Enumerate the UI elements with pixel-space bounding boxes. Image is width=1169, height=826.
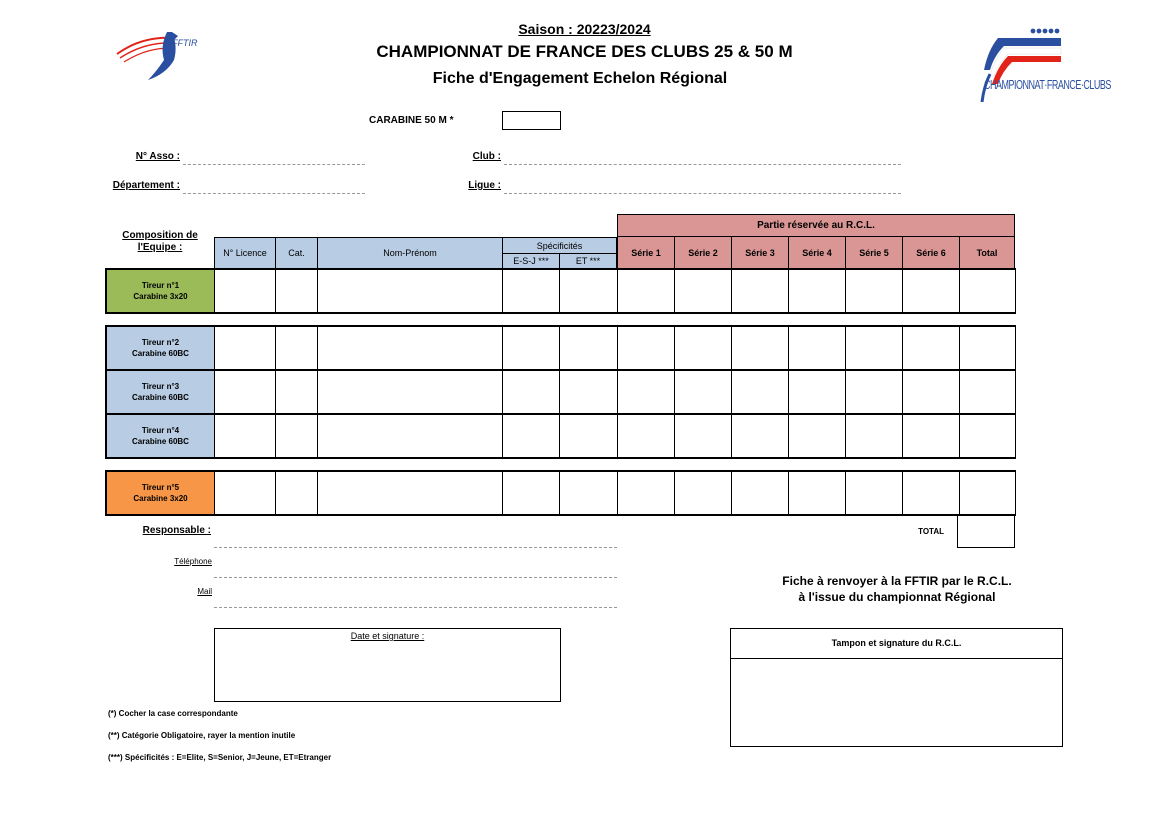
cell-cat[interactable] (275, 471, 318, 515)
tireur-label (106, 471, 215, 515)
cell-serie-5[interactable] (845, 414, 903, 458)
ligue-field[interactable] (504, 193, 901, 194)
tireur-number: Tireur n°2 (141, 338, 180, 347)
notice-line-1: Fiche à renvoyer à la FFTIR par le R.C.L. (782, 574, 1012, 588)
cell-spec-esj[interactable] (502, 471, 560, 515)
cell-serie-1[interactable] (617, 370, 675, 414)
cell-serie-3[interactable] (731, 471, 789, 515)
col-licence: N° Licence (214, 237, 276, 269)
cell-spec-et[interactable] (559, 326, 618, 370)
cell-serie-3[interactable] (731, 269, 789, 313)
footnote-1: (*) Cocher la case correspondante (108, 709, 238, 718)
cell-nom[interactable] (317, 326, 503, 370)
cell-serie-5[interactable] (845, 471, 903, 515)
notice-line-2: à l'issue du championnat Régional (798, 590, 996, 604)
cell-serie-1[interactable] (617, 414, 675, 458)
cell-serie-6[interactable] (902, 326, 960, 370)
col-serie-3: Série 3 (731, 236, 789, 269)
cell-nom[interactable] (317, 269, 503, 313)
cell-licence[interactable] (214, 414, 276, 458)
footnote-3: (***) Spécificités : E=Elite, S=Senior, J=Jeune, ET=Etranger (108, 753, 332, 762)
col-spec-esj: E-S-J *** (502, 253, 560, 269)
tireur-discipline: Carabine 60BC (132, 349, 189, 358)
cell-serie-6[interactable] (902, 471, 960, 515)
cell-spec-esj[interactable] (502, 269, 560, 313)
cell-serie-4[interactable] (788, 326, 846, 370)
composition-label: Composition de l'Equipe : (122, 230, 198, 253)
col-serie-5: Série 5 (845, 236, 903, 269)
cell-serie-2[interactable] (674, 269, 732, 313)
cell-cat[interactable] (275, 269, 318, 313)
responsable-field[interactable] (214, 547, 617, 548)
cell-serie-3[interactable] (731, 326, 789, 370)
tireur-label (106, 414, 215, 458)
ligue-label: Ligue : (468, 180, 501, 191)
tampon-label: Tampon et signature du R.C.L. (731, 629, 1062, 659)
cell-serie-2[interactable] (674, 370, 732, 414)
discipline-label: CARABINE 50 M * (369, 115, 454, 126)
cell-licence[interactable] (214, 326, 276, 370)
club-label: Club : (472, 151, 501, 162)
telephone-field[interactable] (214, 577, 617, 578)
cell-serie-5[interactable] (845, 370, 903, 414)
tireur-label (106, 269, 215, 313)
tireur-discipline: Carabine 60BC (132, 393, 189, 402)
tireur-number: Tireur n°1 (141, 281, 180, 290)
date-signature-box[interactable] (214, 628, 561, 702)
telephone-label: Téléphone (174, 557, 212, 566)
col-nom: Nom-Prénom (317, 237, 503, 269)
cell-serie-5[interactable] (845, 326, 903, 370)
cell-cat[interactable] (275, 326, 318, 370)
col-total: Total (959, 236, 1015, 269)
cell-licence[interactable] (214, 370, 276, 414)
departement-field[interactable] (183, 193, 365, 194)
cell-total[interactable] (959, 326, 1016, 370)
tireur-label (106, 326, 215, 370)
cell-serie-6[interactable] (902, 414, 960, 458)
col-spec: Spécificités (502, 237, 617, 254)
tireur-discipline: Carabine 60BC (132, 437, 189, 446)
asso-field[interactable] (183, 164, 365, 165)
discipline-checkbox[interactable] (502, 111, 561, 130)
championnat-logo-icon (978, 26, 1111, 104)
cell-nom[interactable] (317, 414, 503, 458)
cell-serie-2[interactable] (674, 326, 732, 370)
saison: Saison : 20223/2024 (518, 21, 651, 37)
tireur-number: Tireur n°3 (141, 382, 180, 391)
tireur-discipline: Carabine 3x20 (133, 292, 188, 301)
championnat-logo-text: CHAMPIONNAT·FRANCE·CLUBS (984, 78, 1111, 92)
cell-spec-et[interactable] (559, 370, 618, 414)
cell-total[interactable] (959, 269, 1016, 313)
tireur-number: Tireur n°4 (141, 426, 180, 435)
asso-label: N° Asso : (135, 151, 180, 162)
cell-serie-5[interactable] (845, 269, 903, 313)
cell-serie-3[interactable] (731, 414, 789, 458)
cell-serie-1[interactable] (617, 269, 675, 313)
cell-serie-1[interactable] (617, 471, 675, 515)
col-serie-4: Série 4 (788, 236, 846, 269)
cell-total[interactable] (959, 414, 1016, 458)
fftir-logo-text: FFTIR (172, 38, 198, 48)
page-title: CHAMPIONNAT DE FRANCE DES CLUBS 25 & 50 M (376, 42, 793, 61)
col-serie-1: Série 1 (617, 236, 675, 269)
col-cat: Cat. (275, 237, 318, 269)
cell-serie-2[interactable] (674, 471, 732, 515)
club-field[interactable] (504, 164, 901, 165)
mail-label: Mail (197, 587, 212, 596)
col-serie-6: Série 6 (902, 236, 960, 269)
championnat-logo (978, 26, 1111, 104)
responsable-label: Responsable : (142, 525, 211, 536)
cell-serie-4[interactable] (788, 269, 846, 313)
cell-spec-et[interactable] (559, 471, 618, 515)
cell-spec-esj[interactable] (502, 370, 560, 414)
cell-nom[interactable] (317, 370, 503, 414)
footnote-2: (**) Catégorie Obligatoire, rayer la mention inutile (108, 731, 296, 740)
notice (742, 573, 1052, 605)
table-row (106, 471, 1015, 515)
cell-cat[interactable] (275, 370, 318, 414)
cell-cat[interactable] (275, 414, 318, 458)
cell-serie-3[interactable] (731, 370, 789, 414)
cell-spec-esj[interactable] (502, 326, 560, 370)
cell-spec-esj[interactable] (502, 414, 560, 458)
cell-licence[interactable] (214, 269, 276, 313)
cell-total[interactable] (959, 471, 1016, 515)
cell-serie-4[interactable] (788, 471, 846, 515)
tireur-discipline: Carabine 3x20 (133, 494, 188, 503)
tireur-number: Tireur n°5 (141, 483, 180, 492)
date-signature-label: Date et signature : (350, 631, 425, 641)
cell-nom[interactable] (317, 471, 503, 515)
cell-serie-6[interactable] (902, 269, 960, 313)
tireur-label (106, 370, 215, 414)
table-row (106, 269, 1015, 313)
cell-serie-1[interactable] (617, 326, 675, 370)
page-subtitle: Fiche d'Engagement Echelon Régional (432, 70, 728, 87)
cell-licence[interactable] (214, 471, 276, 515)
total-label: TOTAL (918, 527, 944, 536)
cell-spec-et[interactable] (559, 414, 618, 458)
total-box[interactable] (957, 514, 1015, 548)
cell-serie-4[interactable] (788, 370, 846, 414)
col-spec-et: ET *** (559, 253, 617, 269)
cell-serie-2[interactable] (674, 414, 732, 458)
cell-serie-4[interactable] (788, 414, 846, 458)
departement-label: Département : (112, 180, 180, 191)
table-row (106, 326, 1015, 370)
rcl-header: Partie réservée au R.C.L. (617, 214, 1015, 237)
tampon-box[interactable] (730, 628, 1063, 747)
col-serie-2: Série 2 (674, 236, 732, 269)
cell-total[interactable] (959, 370, 1016, 414)
table-row (106, 370, 1015, 414)
mail-field[interactable] (214, 607, 617, 608)
cell-spec-et[interactable] (559, 269, 618, 313)
table-row (106, 414, 1015, 458)
cell-serie-6[interactable] (902, 370, 960, 414)
